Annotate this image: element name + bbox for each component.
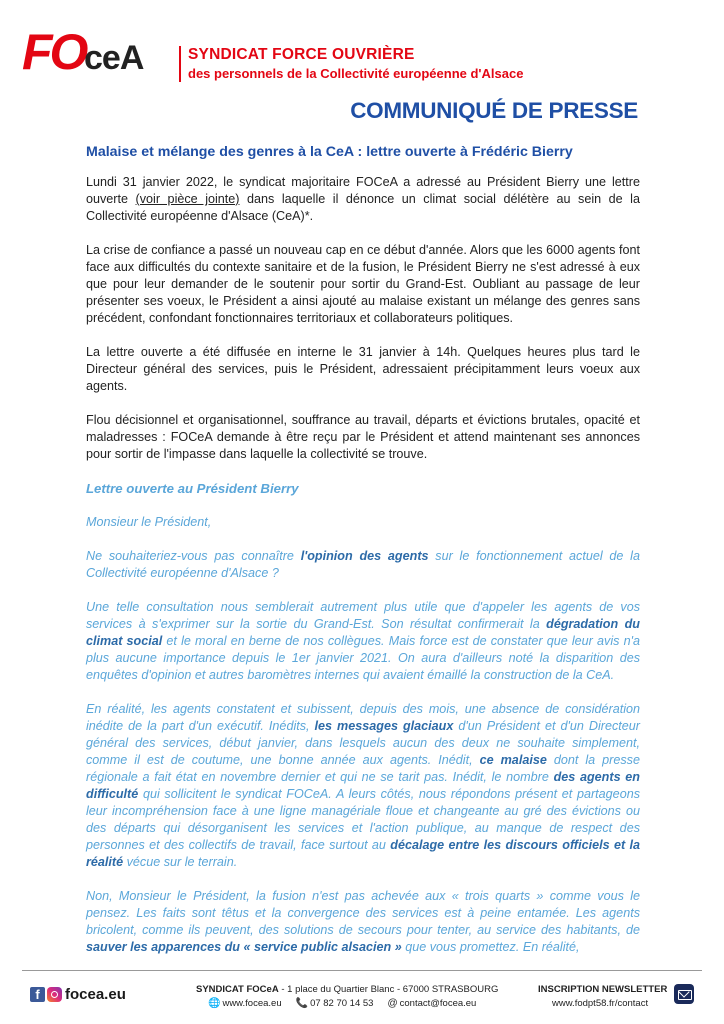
logo-fo: FO (22, 24, 86, 80)
org-contacts (208, 998, 490, 1009)
facebook-icon[interactable]: f (30, 987, 45, 1002)
letter-paragraph-4 (86, 888, 640, 956)
letter-text: En réalité, les agents constatent et subissent, depuis des mois, une absence de considération inédite de la part d'un exécutif. Inédits, (86, 702, 640, 733)
letter-text: d'un Président et d'un Directeur général des services, début janvier, dans lesquels aucun des deux ne souhaite simplement, comme il est de coutume, une bonne année aux agents. Inédit, (86, 719, 640, 767)
emphasis-text: ce malaise (479, 753, 547, 767)
social-links (30, 986, 126, 1003)
intro-p1-text-b: dans laquelle il dénonce un climat social délétère au sein de la Collectivité européenne d'Alsace (CeA)*. (86, 192, 640, 223)
intro-paragraph-1 (86, 174, 640, 225)
footer (22, 978, 702, 1018)
phone-icon: 📞 (295, 998, 309, 1009)
emphasis-text: décalage entre les discours officiels et la réalité (86, 838, 640, 869)
header-union-tagline: des personnels de la Collectivité européenne d'Alsace (188, 66, 524, 81)
intro-paragraph-2: La crise de confiance a passé un nouveau cap en ce début d'année. Alors que les 6000 agents font face aux difficultés du contexte sanitaire et de la fusion, le Président Bierry ne s'est adressé à eux que pour leur demander de le soutenir pour sortir du Grand-Est. Oubliant au passage de leur présenter ses voeux, le Président a ainsi ajouté au malaise existant un mélange des genres sans précédent, confondant fonctionnaires territoriaux et collaborateurs politiques. (86, 243, 640, 325)
intro-p1-text-a: Lundi 31 janvier 2022, le syndicat majoritaire FOCeA a adressé au Président Bierry une lettre ouverte (86, 175, 640, 206)
letter-salutation: Monsieur le Président, (86, 515, 212, 529)
org-address-text: - 1 place du Quartier Blanc - 67000 STRASBOURG (278, 984, 499, 995)
letter-text: dont la presse régionale a fait état en novembre dernier et qui ne se tarit pas. Inédit, le nombre (86, 753, 640, 784)
website-link[interactable]: www.focea.eu (222, 998, 282, 1009)
emphasis-text: sauver les apparences du « service public alsacien » (86, 940, 402, 954)
email-link[interactable]: contact@focea.eu (399, 998, 477, 1009)
letter-paragraph-1 (86, 548, 640, 582)
document-body (86, 174, 640, 973)
org-name: SYNDICAT FOCeA (196, 984, 279, 995)
footer-divider (22, 970, 702, 971)
logo-cea: ceA (84, 39, 144, 77)
letter-text: sur le fonctionnement actuel de la Collectivité européenne d'Alsace ? (86, 549, 640, 580)
emphasis-text: des agents en difficulté (86, 770, 640, 801)
emphasis-text: les messages glaciaux (314, 719, 454, 733)
newsletter-label: INSCRIPTION NEWSLETTER (538, 984, 668, 995)
letter-text: que vous promettez. En réalité, (401, 940, 580, 954)
header-divider (179, 46, 181, 82)
intro-paragraph-3: La lettre ouverte a été diffusée en interne le 31 janvier à 14h. Quelques heures plus tard le Directeur général des services, puis le Président, adressaient précipitamment leurs voeux aux agents. (86, 345, 640, 393)
letter-text: vécue sur le terrain. (123, 855, 238, 869)
at-icon: @ (387, 998, 398, 1009)
page-title: COMMUNIQUÉ DE PRESSE (350, 98, 638, 123)
letter-text: Non, Monsieur le Président, la fusion n'est pas achevée aux « trois quarts » comme vous le pensez. Les faits sont têtus et la convergence des services est à peine entamée. Les agents bricolent, comme ils peuvent, des solutions de secours pour tenter, au service des habitants, de (86, 889, 640, 937)
letter-text: qui sollicitent le syndicat FOCeA. A leurs côtés, nous répondons présent et partageons leur incompréhension face à une ligne managériale floue et changeante au gré des évictions ou des départs qui désorganisent les services et l'action publique, au manque de respect des personnes et des collectifs de travail, face surtout au (86, 787, 640, 852)
newsletter-link[interactable]: www.fodpt58.fr/contact (552, 998, 649, 1009)
letter-text: et le moral en berne de nos collègues. Mais force est de constater que leur avis n'a plus aucune importance depuis le 1er janvier 2021. On aura d'ailleurs noté la disparition des enquêtes d'opinion et autres baromètres internes qui avaient émaillé la construction de la CeA. (86, 634, 640, 682)
emphasis-text: l'opinion des agents (300, 549, 429, 563)
letterhead (22, 24, 702, 84)
header-union-name: SYNDICAT FORCE OUVRIÈRE (188, 46, 415, 63)
letter-text: Ne souhaiteriez-vous pas connaître (86, 549, 301, 563)
page-subtitle: Malaise et mélange des genres à la CeA : lettre ouverte à Frédéric Bierry (86, 144, 573, 160)
letter-text: Une telle consultation nous semblerait autrement plus utile que d'appeler les agents de vos services à s'exprimer sur la sortie du Grand-Est. Son résultat confirmerait la (86, 600, 640, 631)
mail-icon[interactable] (674, 984, 694, 1004)
attachment-link[interactable]: (voir pièce jointe) (135, 192, 240, 206)
org-address (196, 984, 498, 995)
phone-number[interactable]: 07 82 70 14 53 (310, 998, 374, 1009)
letter-paragraph-2 (86, 599, 640, 684)
site-name[interactable]: focea.eu (65, 986, 126, 1003)
letter-heading: Lettre ouverte au Président Bierry (86, 481, 299, 496)
globe-icon: 🌐 (208, 998, 221, 1009)
letter-paragraph-3 (86, 701, 640, 871)
instagram-icon[interactable] (47, 987, 62, 1002)
intro-paragraph-4: Flou décisionnel et organisationnel, souffrance au travail, départs et évictions brutales, opacité et maladresses : FOCeA demande à être reçu par le Président et attend maintenant ses annonces pour sortir de l'impasse dans laquelle la collectivité se trouve. (86, 413, 640, 461)
emphasis-text: dégradation du climat social (86, 617, 640, 648)
